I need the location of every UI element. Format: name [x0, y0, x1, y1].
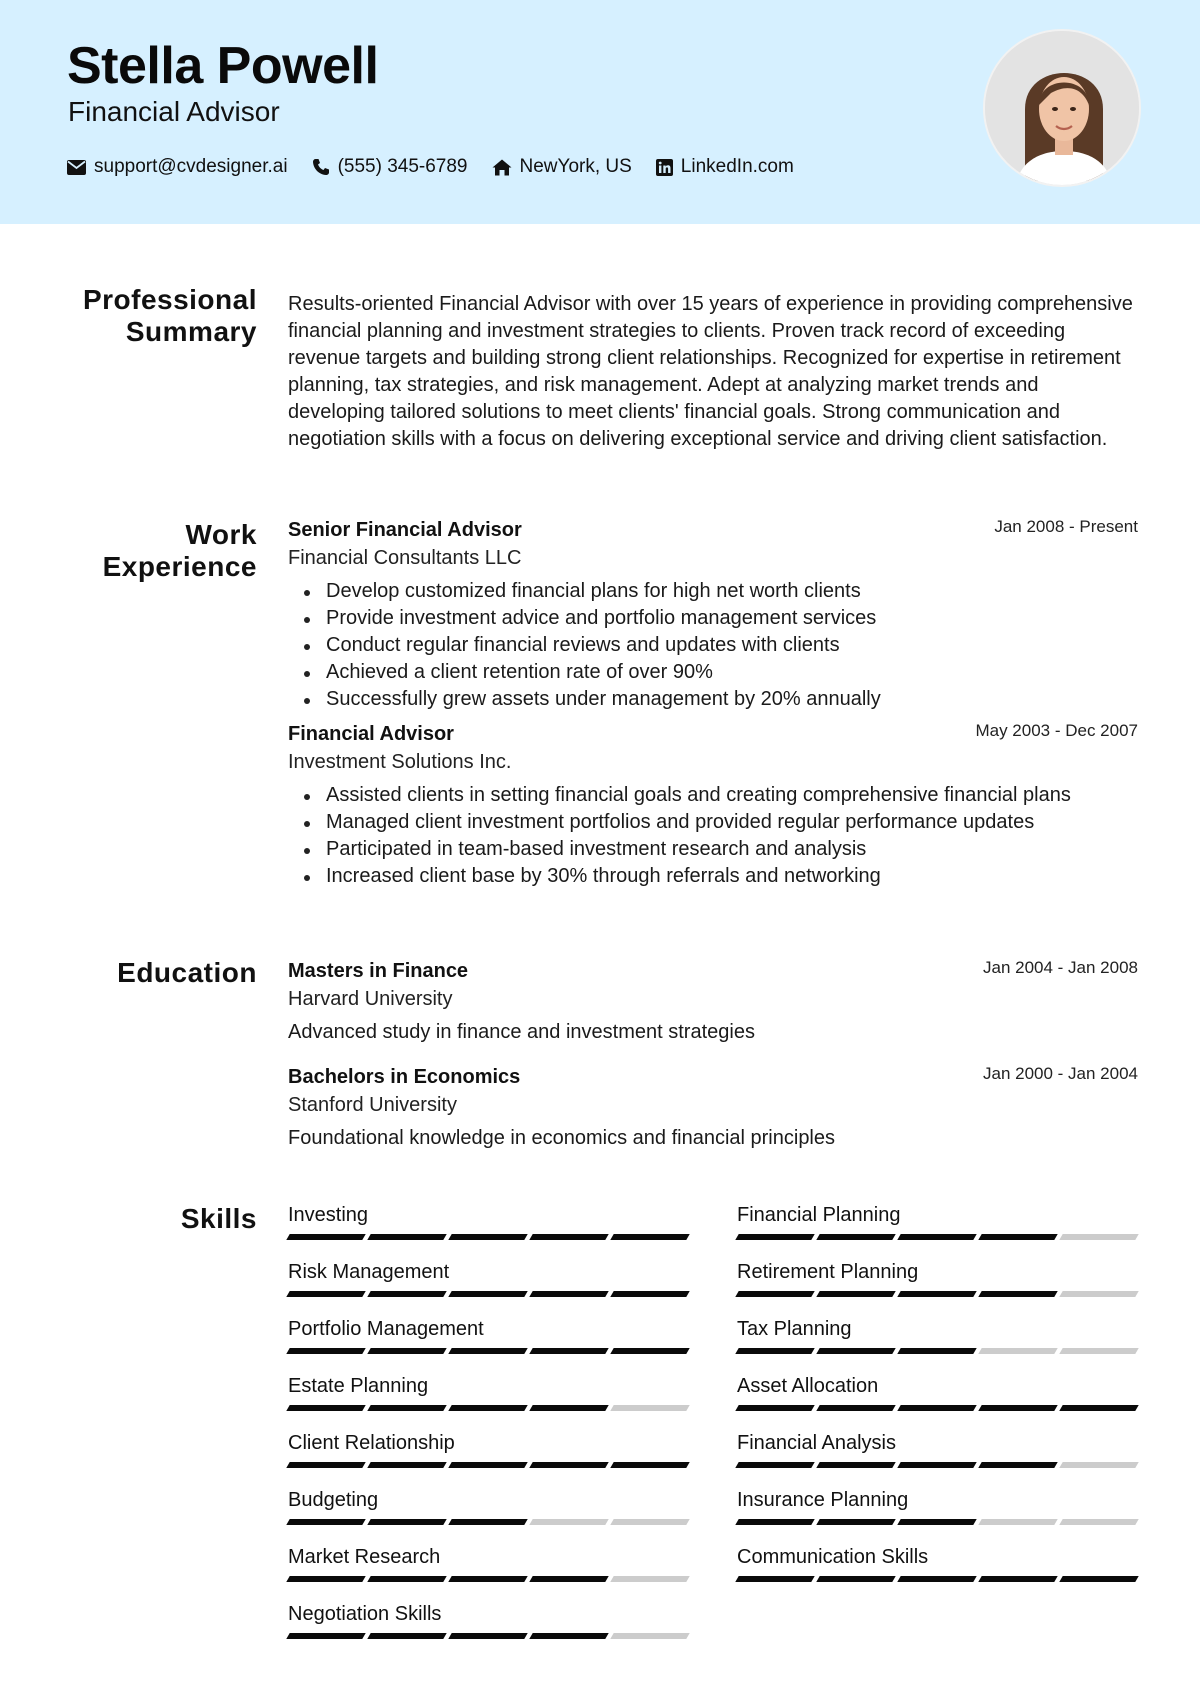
bullet-item: Participated in team-based investment research and analysis	[288, 836, 1138, 863]
skill-level-segment-filled	[367, 1405, 446, 1411]
bullet-item: Managed client investment portfolios and provided regular performance updates	[288, 809, 1138, 836]
skill-level-bar	[737, 1405, 1139, 1411]
job-title: Financial Advisor	[288, 723, 454, 745]
envelope-icon	[67, 160, 86, 175]
job-bullets	[288, 578, 1138, 713]
skill-level-segment-filled	[816, 1348, 895, 1354]
skill-level-segment-empty	[610, 1519, 689, 1525]
job-date: Jan 2008 - Present	[994, 517, 1138, 536]
skill-item	[737, 1261, 1139, 1297]
contact-email[interactable]	[67, 156, 288, 178]
job-date: May 2003 - Dec 2007	[975, 721, 1138, 740]
bullet-item: Develop customized financial plans for high net worth clients	[288, 578, 1138, 605]
skill-level-bar	[288, 1519, 690, 1525]
skill-level-segment-filled	[735, 1462, 814, 1468]
skill-level-bar	[737, 1234, 1139, 1240]
skill-level-segment-filled	[529, 1633, 608, 1639]
skill-level-segment-filled	[367, 1576, 446, 1582]
skill-level-segment-filled	[735, 1291, 814, 1297]
job-company: Investment Solutions Inc.	[288, 751, 512, 773]
skill-level-segment-filled	[286, 1405, 365, 1411]
skill-item	[288, 1489, 690, 1525]
skill-level-segment-filled	[735, 1348, 814, 1354]
skill-level-bar	[288, 1348, 690, 1354]
skill-level-segment-empty	[978, 1519, 1057, 1525]
skill-item	[737, 1318, 1139, 1354]
skill-level-segment-filled	[816, 1405, 895, 1411]
skill-level-bar	[288, 1405, 690, 1411]
skill-level-segment-filled	[816, 1234, 895, 1240]
skill-level-segment-empty	[1059, 1291, 1138, 1297]
skill-level-segment-filled	[897, 1519, 976, 1525]
skill-name: Asset Allocation	[737, 1375, 879, 1397]
skill-item	[288, 1603, 690, 1639]
bullet-item: Provide investment advice and portfolio management services	[288, 605, 1138, 632]
skill-level-bar	[737, 1291, 1139, 1297]
contact-location-text: NewYork, US	[519, 156, 632, 177]
skill-level-segment-filled	[286, 1633, 365, 1639]
skill-level-segment-empty	[610, 1576, 689, 1582]
skill-level-segment-filled	[367, 1348, 446, 1354]
degree-date: Jan 2004 - Jan 2008	[982, 958, 1138, 977]
skill-level-segment-filled	[610, 1291, 689, 1297]
skill-level-segment-filled	[978, 1234, 1057, 1240]
skill-level-segment-empty	[610, 1405, 689, 1411]
skill-level-segment-filled	[610, 1234, 689, 1240]
skill-level-bar	[288, 1462, 690, 1468]
skill-level-segment-filled	[448, 1348, 527, 1354]
skill-level-segment-filled	[529, 1405, 608, 1411]
skill-level-segment-filled	[448, 1462, 527, 1468]
skill-item	[737, 1204, 1139, 1240]
skill-level-segment-filled	[735, 1234, 814, 1240]
skill-level-segment-filled	[448, 1519, 527, 1525]
skill-level-segment-filled	[1059, 1405, 1138, 1411]
skill-name: Financial Planning	[737, 1204, 901, 1226]
skill-level-segment-filled	[448, 1405, 527, 1411]
candidate-title: Financial Advisor	[68, 96, 280, 127]
skill-item	[288, 1432, 690, 1468]
skill-item	[288, 1204, 690, 1240]
skill-level-segment-filled	[367, 1234, 446, 1240]
skill-level-segment-filled	[529, 1234, 608, 1240]
education-entry	[288, 960, 1138, 1044]
skill-item	[288, 1375, 690, 1411]
skill-level-segment-filled	[529, 1576, 608, 1582]
bullet-item: Increased client base by 30% through referrals and networking	[288, 863, 1138, 890]
job-bullets	[288, 782, 1138, 890]
bullet-item: Assisted clients in setting financial goals and creating comprehensive financial plans	[288, 782, 1138, 809]
skill-name: Communication Skills	[737, 1546, 929, 1568]
home-icon	[492, 159, 512, 176]
skill-level-segment-filled	[286, 1519, 365, 1525]
bullet-item: Successfully grew assets under management by 20% annually	[288, 686, 1138, 713]
skill-level-bar	[288, 1291, 690, 1297]
job-entry	[288, 723, 1138, 890]
skill-level-segment-filled	[978, 1405, 1057, 1411]
contact-phone-text: (555) 345-6789	[337, 156, 468, 177]
skill-name: Insurance Planning	[737, 1489, 909, 1511]
skill-item	[737, 1375, 1139, 1411]
skill-level-bar	[737, 1519, 1139, 1525]
skill-level-segment-filled	[367, 1633, 446, 1639]
skill-item	[737, 1432, 1139, 1468]
skill-level-segment-filled	[735, 1576, 814, 1582]
contact-linkedin[interactable]	[656, 156, 794, 178]
skill-level-bar	[288, 1576, 690, 1582]
skill-level-segment-filled	[816, 1519, 895, 1525]
skill-name: Client Relationship	[288, 1432, 455, 1454]
bullet-item: Conduct regular financial reviews and updates with clients	[288, 632, 1138, 659]
degree-title: Masters in Finance	[288, 960, 469, 982]
skill-level-segment-filled	[735, 1405, 814, 1411]
skill-level-segment-filled	[897, 1576, 976, 1582]
skill-name: Negotiation Skills	[288, 1603, 442, 1625]
job-title: Senior Financial Advisor	[288, 519, 522, 541]
skill-level-segment-filled	[448, 1234, 527, 1240]
profile-photo	[983, 29, 1141, 187]
job-entry	[288, 519, 1138, 713]
section-title-work: Work Experience	[102, 519, 257, 582]
skill-level-segment-filled	[816, 1462, 895, 1468]
skill-level-segment-empty	[1059, 1348, 1138, 1354]
skill-item	[288, 1318, 690, 1354]
skill-level-segment-empty	[1059, 1234, 1138, 1240]
header-banner	[0, 0, 1200, 224]
skill-level-segment-filled	[448, 1633, 527, 1639]
skill-level-segment-filled	[610, 1462, 689, 1468]
skill-level-bar	[737, 1348, 1139, 1354]
skill-level-segment-filled	[816, 1576, 895, 1582]
skill-name: Risk Management	[288, 1261, 450, 1283]
skill-level-segment-filled	[367, 1462, 446, 1468]
section-title-skills: Skills	[180, 1203, 257, 1234]
skill-level-segment-filled	[1059, 1576, 1138, 1582]
degree-title: Bachelors in Economics	[288, 1066, 521, 1088]
job-company: Financial Consultants LLC	[288, 547, 522, 569]
section-title-summary: Professional Summary	[82, 284, 257, 347]
skill-name: Portfolio Management	[288, 1318, 484, 1340]
education-entry	[288, 1066, 1138, 1150]
skill-level-segment-empty	[1059, 1519, 1138, 1525]
skill-level-segment-filled	[610, 1348, 689, 1354]
skill-level-bar	[288, 1234, 690, 1240]
skill-level-bar	[737, 1576, 1139, 1582]
school-name: Stanford University	[288, 1094, 457, 1116]
skill-level-segment-filled	[529, 1291, 608, 1297]
skill-level-segment-filled	[978, 1576, 1057, 1582]
skill-level-segment-empty	[978, 1348, 1057, 1354]
contact-list	[67, 156, 818, 178]
skill-level-segment-filled	[286, 1348, 365, 1354]
skill-item	[288, 1546, 690, 1582]
degree-description: Foundational knowledge in economics and financial principles	[288, 1127, 836, 1149]
skill-level-segment-filled	[897, 1291, 976, 1297]
candidate-name: Stella Powell	[67, 37, 379, 95]
skill-level-segment-filled	[286, 1234, 365, 1240]
skill-name: Retirement Planning	[737, 1261, 919, 1283]
skill-name: Market Research	[288, 1546, 441, 1568]
skill-item	[737, 1489, 1139, 1525]
skill-level-segment-filled	[897, 1234, 976, 1240]
skill-level-segment-filled	[286, 1576, 365, 1582]
skill-name: Financial Analysis	[737, 1432, 896, 1454]
contact-linkedin-text: LinkedIn.com	[680, 156, 794, 177]
skill-level-segment-filled	[367, 1519, 446, 1525]
skill-level-segment-filled	[735, 1519, 814, 1525]
skill-level-segment-filled	[529, 1462, 608, 1468]
skill-level-segment-filled	[286, 1462, 365, 1468]
skill-level-segment-empty	[529, 1519, 608, 1525]
skill-name: Tax Planning	[737, 1318, 852, 1340]
skill-level-segment-filled	[978, 1291, 1057, 1297]
skill-level-segment-filled	[897, 1405, 976, 1411]
contact-phone[interactable]	[312, 156, 468, 178]
skill-item	[288, 1261, 690, 1297]
bullet-item: Achieved a client retention rate of over 90%	[288, 659, 1138, 686]
work-experience-list	[288, 519, 1138, 890]
skill-level-segment-empty	[610, 1633, 689, 1639]
contact-email-text: support@cvdesigner.ai	[94, 156, 288, 177]
skill-level-segment-filled	[897, 1462, 976, 1468]
skill-level-segment-filled	[529, 1348, 608, 1354]
skill-level-segment-empty	[1059, 1462, 1138, 1468]
skill-item	[737, 1546, 1139, 1582]
skill-name: Budgeting	[288, 1489, 379, 1511]
summary-text: Results-oriented Financial Advisor with over 15 years of experience in providing comprehensive financial planning and investment strategies to clients. Proven track record of exceeding revenue targets and building strong client relationships. Recognized for expertise in retirement planning, tax strategies, and risk management. Adept at analyzing market trends and developing tailored solutions to meet clients' financial goals. Strong communication and negotiation skills with a focus on delivering exceptional service and driving client satisfaction.	[288, 293, 1133, 450]
skill-level-segment-filled	[367, 1291, 446, 1297]
skill-name: Investing	[288, 1204, 369, 1226]
phone-icon	[312, 158, 330, 176]
skill-level-segment-filled	[286, 1291, 365, 1297]
linkedin-icon	[656, 159, 673, 176]
section-title-education: Education	[117, 957, 257, 988]
skill-level-segment-filled	[448, 1291, 527, 1297]
school-name: Harvard University	[288, 988, 453, 1010]
skill-level-segment-filled	[448, 1576, 527, 1582]
skill-level-segment-filled	[816, 1291, 895, 1297]
skill-name: Estate Planning	[288, 1375, 429, 1397]
skill-level-bar	[288, 1633, 690, 1639]
education-list	[288, 960, 1138, 1150]
degree-date: Jan 2000 - Jan 2004	[982, 1064, 1138, 1083]
degree-description: Advanced study in finance and investment strategies	[288, 1021, 755, 1043]
skill-level-bar	[737, 1462, 1139, 1468]
skill-level-segment-filled	[897, 1348, 976, 1354]
contact-location	[492, 156, 632, 178]
skill-level-segment-filled	[978, 1462, 1057, 1468]
